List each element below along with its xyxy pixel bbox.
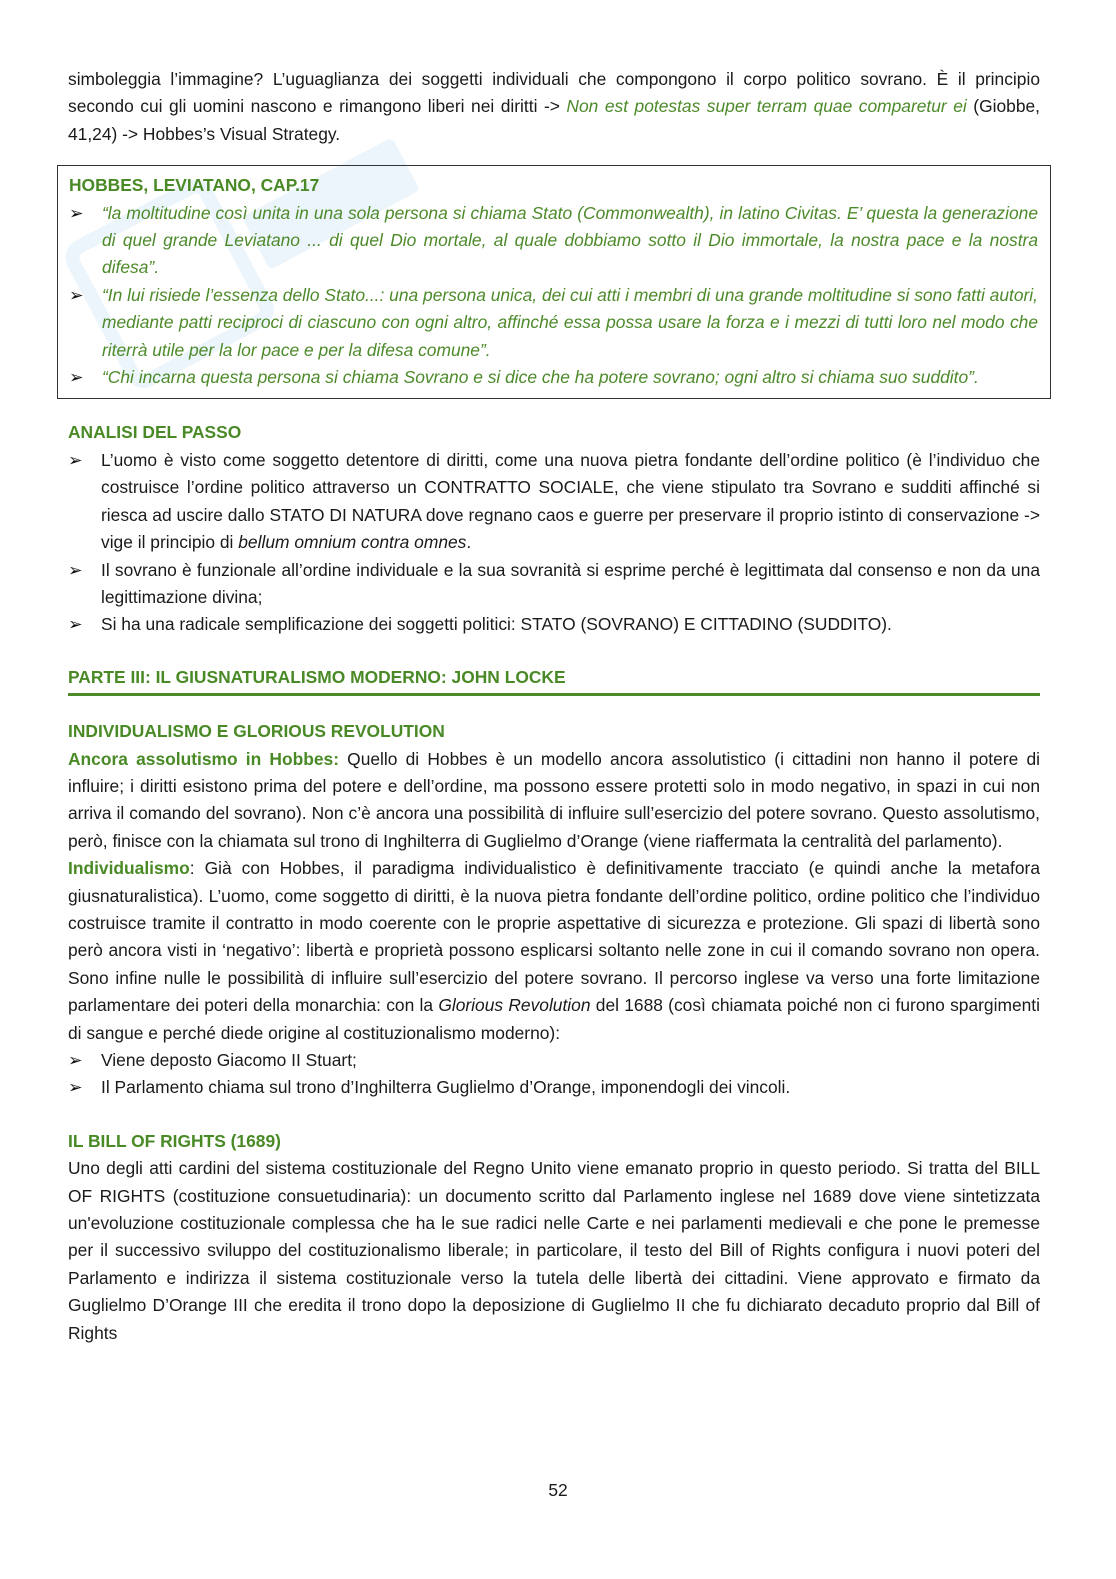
individualismo-paragraph: Individualismo: Già con Hobbes, il paradigma individualistico è definitivamente tracciato (e quindi anche la metafora giusnaturalistica). L’uomo, come soggetto di diritti, è la nuova pietra fondante dell’ordine politico, ordine politico che l’individuo costruisce tramite il contratto in modo coerente con le proprie aspettative di sicurezza e protezione. Gli spazi di libertà sono però ancora visti in ‘negativo’: libertà e proprietà possono esplicarsi soltanto nelle zone in cui il comando sovrano non opera. Sono infine nulle le possibilità di influire sull’esercizio del potere sovrano. Il percorso inglese va verso una forte limitazione parlamentare dei poteri della monarchia: con la Glorious Revolution del 1688 (così chiamata poiché non ci furono spargimenti di sangue e perché diede origine al costituzionalismo moderno):: [68, 858, 1040, 1043]
quote-box-title: HOBBES, LEVIATANO, CAP.17: [69, 175, 320, 196]
intro-paragraph: simboleggia l’immagine? L’uguaglianza dei soggetti individuali che compongono il corpo politico sovrano. È il principio secondo cui gli uomini nascono e rimangono liberi nei diritti -> Non est potestas super terram quae comparetur ei (Giobbe, 41,24) -> Hobbes’s Visual Strategy.: [68, 69, 1040, 144]
arrow-bullet-icon: ➢: [68, 1050, 83, 1070]
individualismo-title: INDIVIDUALISMO E GLORIOUS REVOLUTION: [68, 721, 445, 742]
analisi-section: [68, 419, 1040, 638]
parte3-section: [68, 664, 1040, 696]
arrow-bullet-icon: ➢: [68, 1077, 83, 1098]
bill-title: IL BILL OF RIGHTS (1689): [68, 1130, 281, 1151]
latin-quote: Non est potestas super terram quae comparetur ei: [566, 96, 967, 117]
list-item: ➢ Si ha una radicale semplificazione dei soggetti politici: STATO (SOVRANO) E CITTADINO (SUDDITO).: [68, 611, 1040, 638]
section-title: PARTE III: IL GIUSNATURALISMO MODERNO: JOHN LOCKE: [68, 664, 1040, 696]
revolution-list: [68, 1047, 1040, 1102]
arrow-bullet-icon: ➢: [69, 367, 84, 388]
hobbes-quote-box: [57, 165, 1051, 399]
quote-item: ➢ “la moltitudine così unita in una sola persona si chiama Stato (Commonwealth), in latino Civitas. E’ questa la generazione di quel grande Leviatano ... di quel Dio mortale, al quale dobbiamo sotto il Dio immortale, la nostra pace e la nostra difesa”.: [69, 200, 1038, 282]
arrow-bullet-icon: ➢: [68, 559, 83, 580]
list-item: ➢ Viene deposto Giacomo II Stuart;: [68, 1047, 1040, 1074]
bill-paragraph: Uno degli atti cardini del sistema costituzionale del Regno Unito viene emanato proprio in questo periodo. Si tratta del BILL OF RIGHTS (costituzione consuetudinaria): un documento scritto dal Parlamento inglese nel 1689 dove viene sintetizzata un'evoluzione costituzionale complessa che ha le sue radici nelle Carte e nei parlamenti medievali e che pone le premesse per il successivo sviluppo del costituzionalismo liberale; in particolare, il testo del Bill of Rights configura i nuovi poteri del Parlamento e indirizza il sistema costituzionale verso la tutela delle libertà dei cittadini. Viene approvato e firmato da Guglielmo D’Orange III che eredita il trono dopo la deposizione di Guglielmo II che fu dichiarato decaduto proprio dal Bill of Rights: [68, 1158, 1040, 1343]
arrow-bullet-icon: ➢: [69, 202, 84, 223]
analisi-title: ANALISI DEL PASSO: [68, 422, 242, 443]
assolutismo-paragraph: Ancora assolutismo in Hobbes: Quello di Hobbes è un modello ancora assolutistico (i cittadini non hanno il potere di influire; i diritti esistono prima del potere e dell’ordine, ma possono essere protetti solo in modo negativo, in spazi in cui non arriva il comando del sovrano). Non c’è ancora una possibilità di influire sull’esercizio del potere sovrano. Questo assolutismo, però, finisce con la chiamata sul trono di Inghilterra di Guglielmo d’Orange (viene riaffermata la centralità del parlamento).: [68, 748, 1040, 851]
analisi-list: [68, 447, 1040, 639]
list-item: ➢ Il sovrano è funzionale all’ordine individuale e la sua sovranità si esprime perché è legittimata dal consenso e non da una legittimazione divina;: [68, 557, 1040, 612]
quote-item: ➢ “In lui risiede l’essenza dello Stato...: una persona unica, dei cui atti i membri di una grande moltitudine si sono fatti autori, mediante patti reciproci di ciascuno con ogni altro, affinché essa possa usare la forza e i mezzi di tutti loro nel modo che riterrà utile per la lor pace e per la difesa comune”.: [69, 282, 1038, 364]
quote-item: ➢ “Chi incarna questa persona si chiama Sovrano e si dice che ha potere sovrano; ogni altro si chiama suo suddito”.: [69, 364, 1038, 391]
list-item: ➢ Il Parlamento chiama sul trono d’Inghilterra Guglielmo d’Orange, imponendogli dei vincoli.: [68, 1074, 1040, 1101]
quote-list: [69, 200, 1038, 392]
arrow-bullet-icon: ➢: [68, 449, 83, 470]
arrow-bullet-icon: ➢: [69, 284, 84, 305]
arrow-bullet-icon: ➢: [68, 614, 83, 635]
individualismo-section: [68, 718, 1040, 1102]
list-item: ➢ L’uomo è visto come soggetto detentore di diritti, come una nuova pietra fondante dell’ordine politico (è l’individuo che costruisce l’ordine politico attraverso un CONTRATTO SOCIALE, che viene stipulato tra Sovrano e sudditi affinché si riesca ad uscire dallo STATO DI NATURA dove regnano caos e guerre per preservare il proprio istinto di conservazione -> vige il principio di bellum omnium contra omnes.: [68, 447, 1040, 557]
bill-section: [68, 1128, 1040, 1347]
document-page: [68, 66, 1040, 1347]
page-number: 52: [548, 1480, 568, 1500]
